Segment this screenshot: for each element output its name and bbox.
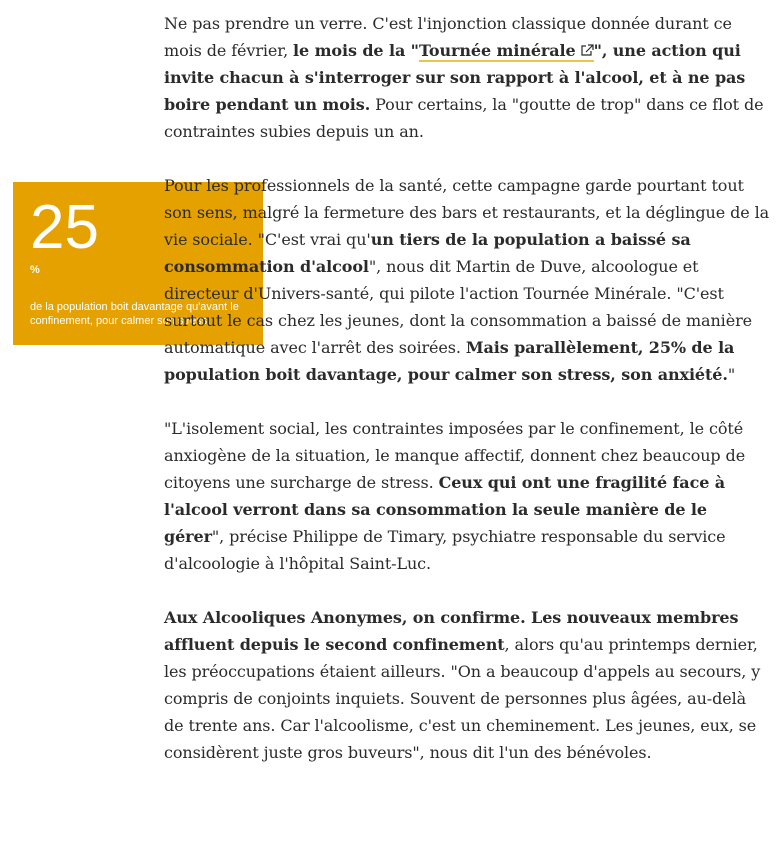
professionals-text-3: " [727, 365, 736, 384]
article-body [164, 10, 770, 766]
isolation-text: "L'isolement social, les contraintes imposées par le confinement, le côté anxiogène de la situation, le manque affectif, donnent chez beaucoup de citoyens une surcharge de stress. [164, 419, 746, 492]
professionals-text-2: ", nous dit Martin de Duve, alcoologue et directeur d'Univers-santé, qui pilote l'action Tournée Minérale. "C'est surtout le cas chez les jeunes, dont la consommation a baissé de manière automatique avec l'arrêt des soirées. [164, 257, 752, 357]
paragraph-isolation [164, 415, 770, 577]
aa-bold: Aux Alcooliques Anonymes, on confirme. Les nouveaux membres affluent depuis le second confinement [164, 608, 739, 654]
stat-caption: de la population boit davantage qu'avant le confinement, pour calmer son stress. [30, 301, 239, 327]
tournee-minerale-link[interactable] [419, 41, 594, 62]
professionals-text: Pour les professionnels de la santé, cette campagne garde pourtant tout son sens, malgré la fermeture des bars et restaurants, et la déglingue de la vie sociale. "C'est vrai qu' [164, 176, 770, 249]
professionals-bold-2: Mais parallèlement, 25% de la population boit davantage, pour calmer son stress, son anxiété. [164, 338, 735, 384]
tournee-minerale-link-label: Tournée minérale [418, 41, 576, 60]
paragraph-intro [164, 10, 770, 145]
external-link-icon [580, 44, 594, 57]
professionals-bold-1: un tiers de la population a baissé sa consommation d'alcool [164, 230, 691, 276]
paragraph-aa [164, 604, 770, 766]
stat-number: 25 [30, 193, 99, 262]
paragraph-professionals [164, 172, 770, 388]
intro-bold-start: le mois de la " [293, 41, 419, 60]
isolation-text-2: ", précise Philippe de Timary, psychiatre responsable du service d'alcoologie à l'hôpital Saint-Luc. [164, 527, 726, 573]
intro-bold-end: ", une action qui invite chacun à s'interroger sur son rapport à l'alcool, et à ne pas boire pendant un mois. [164, 41, 746, 114]
aa-text: , alors qu'au printemps dernier, les préoccupations étaient ailleurs. "On a beaucoup d'appels au secours, y compris de conjoints inquiets. Souvent de personnes plus âgées, au-delà de trente ans. Car l'alcoolisme, c'est un cheminement. Les jeunes, eux, se considèrent juste gros buveurs", nous dit l'un des bénévoles. [164, 635, 761, 762]
stat-unit: % [30, 264, 40, 276]
intro-text: Ne pas prendre un verre. C'est l'injonction classique donnée durant ce mois de février, [164, 14, 732, 60]
intro-text-end: Pour certains, la "goutte de trop" dans ce flot de contraintes subies depuis un an. [164, 95, 764, 141]
stat-box-spacer [0, 172, 150, 387]
isolation-bold: Ceux qui ont une fragilité face à l'alcool verront dans sa consommation la seule manière de le gérer [164, 473, 726, 546]
